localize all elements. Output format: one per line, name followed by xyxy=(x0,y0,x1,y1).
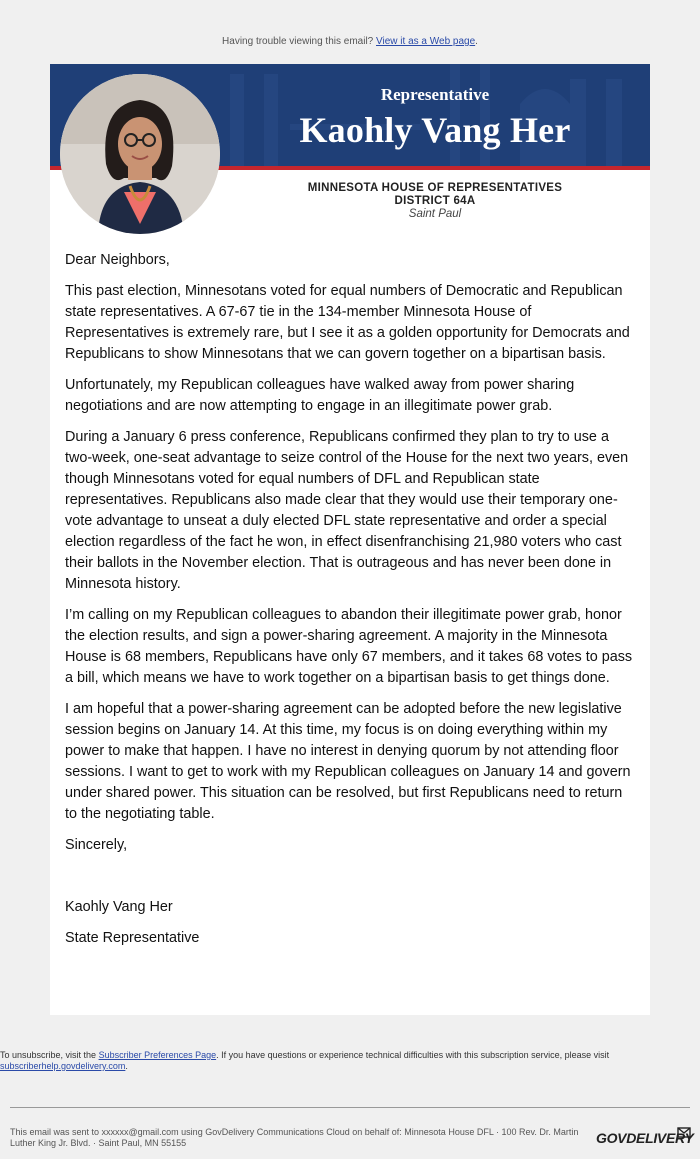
signature-gap xyxy=(65,866,637,897)
portrait-image xyxy=(60,74,220,234)
closing: Sincerely, xyxy=(65,837,128,853)
unsubscribe-notice: To unsubscribe, visit the Subscriber Preferences Page. If you have questions or experience technical difficulties with this subscription service, please visit subscriberhelp.govdelivery.com. xyxy=(0,1050,610,1071)
letter-paragraph: During a January 6 press conference, Republicans confirmed they plan to try to use a two-week, one-seat advantage to seize control of the House for the next two years, even though Minnesotans voted for equal numbers of DFL and Republican state representatives. Republicans also made clear that they would use their temporary one-vote advantage to unseat a duly elected DFL state representative and order a special election regardless of the fact he won, in effect disenfranchising 21,980 voters who cast their ballots in the November election. That is outrageous and has never been done in Minnesota history. xyxy=(65,429,629,592)
letter-paragraph: This past election, Minnesotans voted for equal numbers of Democratic and Republican state representatives. A 67-67 tie in the 134-member Minnesota House of Representatives is extremely rare, but I see it as a golden opportunity for Democrats and Republicans to show Minnesotans that we can govern together on a bipartisan basis. xyxy=(65,283,630,362)
preheader-text: Having trouble viewing this email? xyxy=(222,36,377,47)
letter-paragraph: Unfortunately, my Republican colleagues have walked away from power sharing negotiations and are now attempting to engage in an illegitimate power grab. xyxy=(65,377,575,414)
city: Saint Paul xyxy=(408,208,462,220)
letter-paragraph: I’m calling on my Republican colleagues to abandon their illegitimate power grab, honor the election results, and sign a power-sharing agreement. A majority in the Minnesota House is 68 members, Republicans have only 67 members, and it takes 68 votes to pass a bill, which means we have to work together on a bipartisan basis to get things done. xyxy=(65,607,633,686)
view-web-page-link[interactable]: View it as a Web page xyxy=(376,36,476,47)
org-name: MINNESOTA HOUSE OF REPRESENTATIVES xyxy=(307,182,563,194)
subscriber-preferences-link[interactable]: Subscriber Preferences Page xyxy=(98,1050,217,1060)
greeting: Dear Neighbors, xyxy=(65,252,170,268)
title-name: Kaohly Vang Her xyxy=(299,110,571,150)
letter-body xyxy=(65,250,637,959)
email-card xyxy=(50,64,650,1015)
district: DISTRICT 64A xyxy=(394,195,476,207)
envelope-icon xyxy=(677,1126,691,1138)
representative-portrait xyxy=(60,74,220,234)
office-info xyxy=(280,182,590,220)
govdelivery-logo[interactable]: GOVDELIVERY xyxy=(596,1130,694,1146)
sent-notice: This email was sent to xxxxxx@gmail.com using GovDelivery Communications Cloud on behalf of: Minnesota House DFL · 100 Rev. Dr. Martin Luther King Jr. Blvd. · Saint Paul, MN 55155 xyxy=(10,1127,579,1148)
title-representative: Representative xyxy=(380,85,490,104)
signature-name: Kaohly Vang Her xyxy=(65,899,173,915)
letter-paragraph: I am hopeful that a power-sharing agreement can be adopted before the new legislative session begins on January 14. At this time, my focus is on doing everything within my power to make that happen. I have no interest in denying quorum by not attending floor sessions. I want to get to work with my Republican colleagues on January 14 and govern under shared power. This situation can be resolved, but first Republicans need to return to the negotiating table. xyxy=(65,701,631,822)
signature-title: State Representative xyxy=(65,930,200,946)
footer-divider xyxy=(10,1107,690,1108)
preheader: Having trouble viewing this email? View it as a Web page. xyxy=(222,36,478,47)
subscriber-help-link[interactable]: subscriberhelp.govdelivery.com xyxy=(0,1061,126,1071)
